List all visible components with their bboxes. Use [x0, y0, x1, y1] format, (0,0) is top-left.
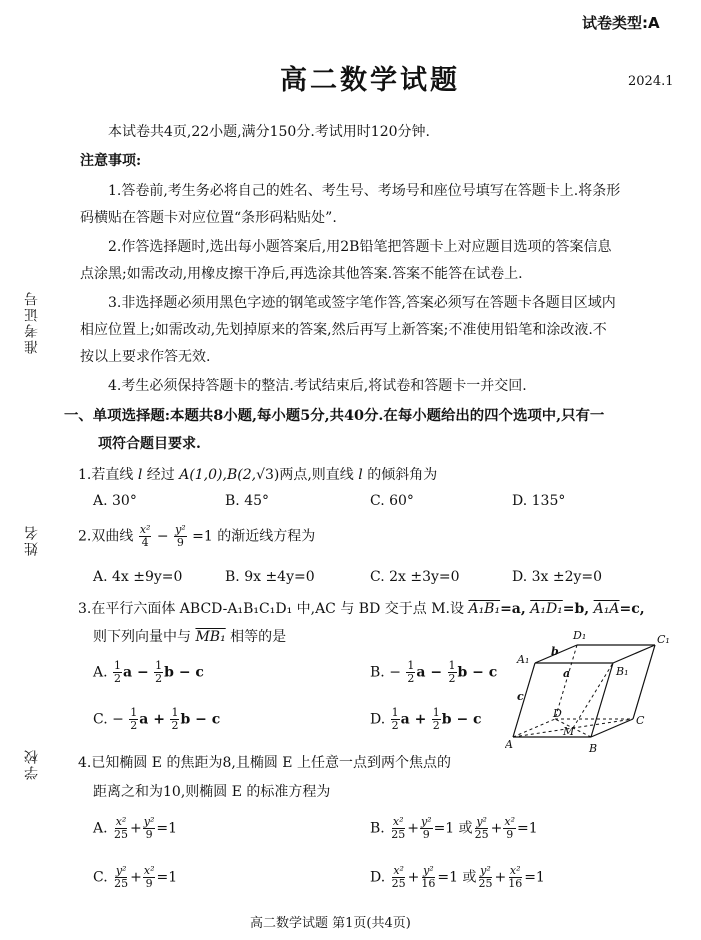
intro-text: 本试卷共4页,22小题,满分150分.考试用时120分钟.: [108, 124, 430, 140]
half-den: 2: [448, 672, 456, 685]
q4-or: =1 或: [433, 820, 473, 837]
note-1-line-1: 1.答卷前,考生务必将自己的姓名、考生号、考场号和座位号填写在答题卡上.将条形: [108, 183, 621, 199]
q4-plus: +: [490, 820, 503, 837]
q3-opt-a-half-2: [154, 660, 163, 685]
label-vector-a: a: [563, 667, 571, 680]
edge-c1-c: [633, 645, 655, 719]
q3-eq-c: =c,: [619, 601, 645, 617]
q4-25: 25: [114, 877, 129, 890]
note-3-line-1: 3.非选择题必须用黑色字迹的钢笔或签字笔作答,答案必须写在答题卡各题目区域内: [108, 295, 616, 311]
q3-opt-d-text-a: a +: [400, 711, 427, 728]
q4-x2: x²: [509, 864, 521, 877]
q3-option-a[interactable]: [93, 660, 204, 685]
q2-option-a[interactable]: A. 4x ±9y=0: [93, 569, 183, 585]
q2-frac-x: [139, 524, 152, 549]
q4-25: 25: [478, 877, 493, 890]
q3-opt-c-half-1: [129, 707, 138, 732]
note-4-line-1: 4.考生必须保持答题卡的整洁.考试结束后,将试卷和答题卡一并交回.: [108, 378, 527, 394]
q4-9: 9: [506, 828, 514, 841]
q4-plus: +: [407, 869, 420, 886]
q1-option-b[interactable]: B. 45°: [225, 493, 270, 509]
q4-c-frac-1: [113, 865, 129, 890]
q3-opt-a-text-b: b − c: [164, 664, 204, 681]
half-num: 1: [432, 706, 440, 719]
q1-sqrt3: √3: [256, 467, 274, 483]
q4-16: 16: [421, 877, 436, 890]
q4-or: =1 或: [437, 869, 477, 886]
q4-d-frac-2: [420, 865, 436, 890]
edge-c1-b1: [613, 645, 655, 663]
q3-option-b[interactable]: [370, 660, 497, 685]
seg-m-b1: [573, 663, 613, 728]
q2-option-c[interactable]: C. 2x ±3y=0: [370, 569, 460, 585]
q3-stem-line2-b: 相等的是: [230, 629, 287, 645]
label-b: B: [589, 742, 598, 755]
q4-d-frac-3: [477, 865, 493, 890]
half-den: 2: [391, 719, 399, 732]
note-1-line-2: 码横贴在答题卡对应位置“条形码粘贴处”.: [80, 210, 337, 226]
q4-eq: =1: [524, 869, 545, 886]
q4-d-label: D.: [370, 869, 386, 886]
exam-date: 2024.1: [628, 74, 674, 89]
edge-b1-b: [591, 663, 613, 737]
q4-b-label: B.: [370, 820, 385, 837]
q3-opt-d-label: D.: [370, 711, 386, 728]
q4-16: 16: [508, 877, 523, 890]
side-label-exam-number: 准考证号: [24, 290, 40, 354]
side-label-school: 学校: [24, 748, 40, 780]
label-m: M: [563, 725, 575, 738]
section-1-heading-line-2: 项符合题目要求.: [98, 436, 201, 452]
q3-opt-c-text-b: b − c: [180, 711, 221, 728]
q4-x2: x²: [504, 815, 516, 828]
q4-9: 9: [422, 828, 430, 841]
q1-option-a[interactable]: A. 30°: [93, 493, 137, 509]
q4-b-frac-2: [420, 816, 433, 841]
q3-opt-b-text-a: a −: [416, 664, 443, 681]
parallelepiped-figure: [505, 625, 685, 760]
question-3-stem-line-1: [78, 598, 645, 618]
q3-opt-a-text-a: a −: [123, 664, 149, 681]
q4-eq: =1: [156, 820, 178, 837]
q3-opt-b-half-2: [448, 660, 457, 685]
q4-a-label: A.: [93, 820, 108, 837]
q3-eq-b: =b,: [562, 601, 590, 617]
q1-stem-c: )两点,则直线: [273, 467, 354, 483]
q4-y2: y²: [480, 864, 491, 877]
q3-opt-c-label: C. −: [93, 711, 124, 728]
q4-b-frac-1: [390, 816, 406, 841]
half-den: 2: [114, 672, 122, 685]
label-d1: D₁: [573, 629, 587, 642]
q2-stem-b: =1 的渐近线方程为: [192, 528, 316, 545]
half-num: 1: [114, 659, 122, 672]
q4-25: 25: [474, 828, 489, 841]
half-num: 1: [171, 706, 179, 719]
q3-opt-a-label: A.: [93, 664, 108, 681]
edge-b-c: [591, 719, 633, 737]
edge-a-d: [513, 719, 555, 737]
label-c1: C₁: [657, 633, 670, 646]
q1-stem-d: 的倾斜角为: [367, 467, 438, 483]
q1-points: A(1,0),B(2,: [179, 467, 257, 483]
label-vector-b: b: [551, 645, 559, 658]
q3-stem-line2-a: 则下列向量中与: [93, 629, 191, 645]
q3-opt-a-half-1: [113, 660, 122, 685]
q4-eq: =1: [156, 869, 178, 886]
q3-opt-c-half-2: [170, 707, 179, 732]
q2-x2: x²: [139, 523, 151, 536]
label-vector-c: c: [517, 690, 524, 703]
half-den: 2: [171, 719, 179, 732]
q3-stem-a: 3.在平行六面体 ABCD-A₁B₁C₁D₁ 中,AC 与 BD 交于点 M.设: [78, 601, 464, 617]
q1-option-c[interactable]: C. 60°: [370, 493, 414, 509]
q1-stem-a: 1.若直线: [78, 467, 134, 483]
half-den: 2: [407, 672, 415, 685]
q4-d-frac-4: [507, 865, 523, 890]
q2-minus: −: [156, 528, 169, 545]
q2-option-d[interactable]: D. 3x ±2y=0: [512, 569, 603, 585]
q4-option-d[interactable]: [370, 865, 545, 890]
note-2-line-1: 2.作答选择题时,选出每小题答案后,用2B铅笔把答题卡上对应题目选项的答案信息: [108, 239, 612, 255]
q4-b-frac-3: [474, 816, 490, 841]
side-label-name: 姓名: [24, 524, 40, 556]
q4-y2: y²: [143, 815, 155, 828]
q3-vec-a1b1: A₁B₁: [468, 601, 501, 617]
half-num: 1: [130, 706, 138, 719]
half-num: 1: [391, 706, 399, 719]
q3-option-d[interactable]: [370, 707, 482, 732]
q3-vec-mb1: MB₁: [195, 629, 226, 645]
q2-y2: y²: [175, 523, 186, 536]
q4-9: 9: [145, 877, 153, 890]
label-a: A: [505, 738, 513, 751]
q4-option-c[interactable]: [93, 865, 177, 890]
q3-eq-a: =a,: [500, 601, 526, 617]
half-den: 2: [432, 719, 440, 732]
q4-plus: +: [407, 820, 419, 837]
q3-opt-d-half-1: [391, 707, 400, 732]
q3-opt-b-text-b: b − c: [457, 664, 498, 681]
q3-opt-b-half-1: [406, 660, 415, 685]
q4-25: 25: [391, 828, 406, 841]
notes-heading: 注意事项:: [80, 153, 142, 169]
q4-eq: =1: [517, 820, 538, 837]
exam-type: 试卷类型:A: [582, 14, 660, 32]
q1-line-l-2: l: [358, 467, 363, 483]
note-2-line-2: 点涂黑;如需改动,用橡皮擦干净后,再选涂其他答案.答案不能答在试卷上.: [80, 266, 523, 282]
half-num: 1: [448, 659, 456, 672]
label-b1: B₁: [616, 665, 629, 678]
q4-a-frac-2: [143, 816, 156, 841]
q4-plus: +: [130, 869, 142, 886]
q4-a-frac-1: [113, 816, 129, 841]
q3-opt-c-text-a: a +: [139, 711, 165, 728]
q4-25: 25: [391, 877, 406, 890]
page-title: 高二数学试题: [280, 65, 460, 96]
half-num: 1: [155, 659, 163, 672]
q4-b-frac-4: [503, 816, 516, 841]
half-den: 2: [130, 719, 138, 732]
q4-y2: y²: [115, 864, 127, 877]
q3-vec-a1d1: A₁D₁: [530, 601, 563, 617]
q4-25: 25: [114, 828, 129, 841]
q3-opt-b-label: B. −: [370, 664, 401, 681]
q4-y2: y²: [420, 815, 432, 828]
question-1-stem: [78, 464, 437, 484]
note-3-line-3: 按以上要求作答无效.: [80, 349, 211, 365]
q2-frac-y: [174, 524, 187, 549]
q3-vec-a1a: A₁A: [593, 601, 620, 617]
section-1-heading-line-1: 一、单项选择题:本题共8小题,每小题5分,共40分.在每小题给出的四个选项中,只有一: [64, 407, 605, 424]
question-4-line-1: 4.已知椭圆 E 的焦距为8,且椭圆 E 上任意一点到两个焦点的: [78, 755, 451, 771]
q4-option-b[interactable]: [370, 816, 538, 841]
q4-c-frac-2: [143, 865, 156, 890]
q1-stem-b: 经过: [146, 467, 175, 483]
q1-option-d[interactable]: D. 135°: [512, 493, 566, 509]
question-4-line-2: 距离之和为10,则椭圆 E 的标准方程为: [93, 784, 331, 800]
q4-9: 9: [145, 828, 153, 841]
q4-plus: +: [130, 820, 142, 837]
question-2-stem: [78, 524, 315, 549]
q4-c-label: C.: [93, 869, 108, 886]
page-footer: 高二数学试题 第1页(共4页): [250, 916, 411, 931]
q4-x2: x²: [392, 815, 404, 828]
half-num: 1: [407, 659, 415, 672]
question-3-stem-line-2: [93, 626, 286, 646]
q4-y2: y²: [476, 815, 487, 828]
q2-stem-a: 2.双曲线: [78, 528, 134, 545]
q3-option-c[interactable]: [93, 707, 220, 732]
half-den: 2: [155, 672, 163, 685]
q4-x2: x²: [393, 864, 404, 877]
label-d: D: [553, 707, 562, 720]
label-a1: A₁: [517, 653, 530, 666]
q4-y2: y²: [423, 864, 434, 877]
q2-four: 4: [141, 536, 149, 549]
q3-opt-d-half-2: [432, 707, 441, 732]
q3-opt-d-text-b: b − c: [441, 711, 482, 728]
q1-line-l: l: [137, 467, 143, 483]
q4-d-frac-1: [391, 865, 407, 890]
q4-x2: x²: [143, 864, 155, 877]
q2-nine: 9: [176, 536, 184, 549]
q2-option-b[interactable]: B. 9x ±4y=0: [225, 569, 315, 585]
q4-plus: +: [494, 869, 507, 886]
note-3-line-2: 相应位置上;如需改动,先划掉原来的答案,然后再写上新答案;不准使用铅笔和涂改液.不: [80, 322, 607, 338]
q4-x2: x²: [115, 815, 127, 828]
q4-option-a[interactable]: [93, 816, 177, 841]
label-c: C: [636, 714, 645, 727]
